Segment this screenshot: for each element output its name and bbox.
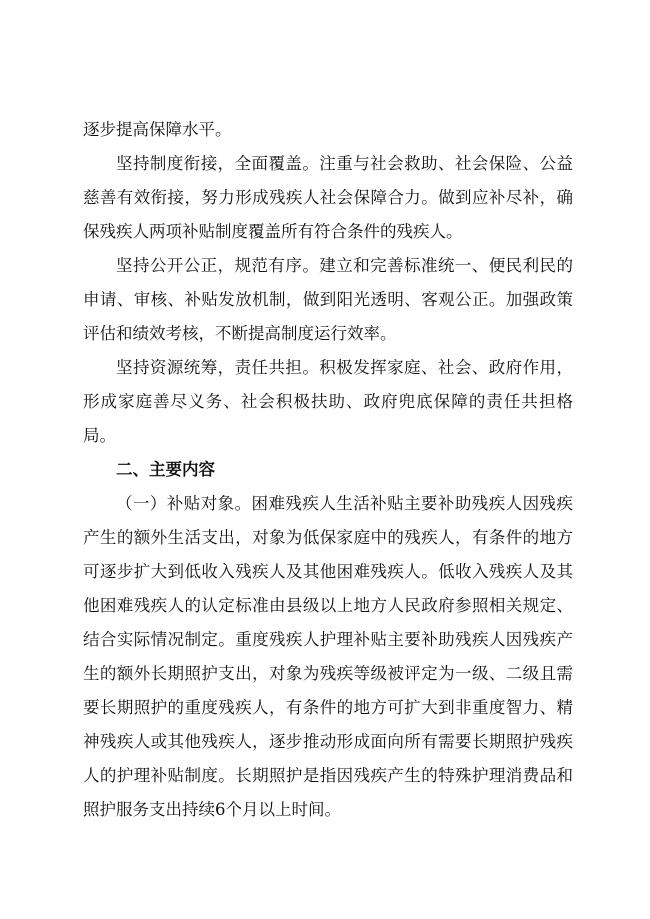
paragraph-openness-fairness: 坚持公开公正，规范有序。建立和完善标准统一、便民利民的申请、审核、补贴发放机制，做到阳光透明、客观公正。加强政策评估和绩效考核，不断提高制度运行效率。	[83, 256, 573, 343]
section-heading-main-content: 二、主要内容	[116, 460, 215, 479]
paragraph-resource-coordination: 坚持资源统筹，责任共担。积极发挥家庭、社会、政府作用，形成家庭善尽义务、社会积极扶助、政府兜底保障的责任共担格局。	[83, 358, 573, 445]
paragraph-continuation: 逐步提高保障水平。	[83, 120, 232, 139]
paragraph-institutional-linkage: 坚持制度衔接，全面覆盖。注重与社会救助、社会保险、公益慈善有效衔接，努力形成残疾人社会保障合力。做到应补尽补，确保残疾人两项补贴制度覆盖所有符合条件的残疾人。	[83, 154, 573, 241]
paragraph-subsidy-recipients: （一）补贴对象。困难残疾人生活补贴主要补助残疾人因残疾产生的额外生活支出，对象为低保家庭中的残疾人，有条件的地方可逐步扩大到低收入残疾人及其他困难残疾人。低收入残疾人及其他困难残疾人的认定标准由县级以上地方人民政府参照相关规定、结合实际情况制定。重度残疾人护理补贴主要补助残疾人因残疾产生的额外长期照护支出，对象为残疾等级被评定为一级、二级且需要长期照护的重度残疾人，有条件的地方可扩大到非重度智力、精神残疾人或其他残疾人，逐步推动形成面向所有需要长期照护残疾人的护理补贴制度。长期照护是指因残疾产生的特殊护理消费品和照护服务支出持续6个月以上时间。	[83, 494, 573, 819]
document-body	[83, 113, 573, 827]
